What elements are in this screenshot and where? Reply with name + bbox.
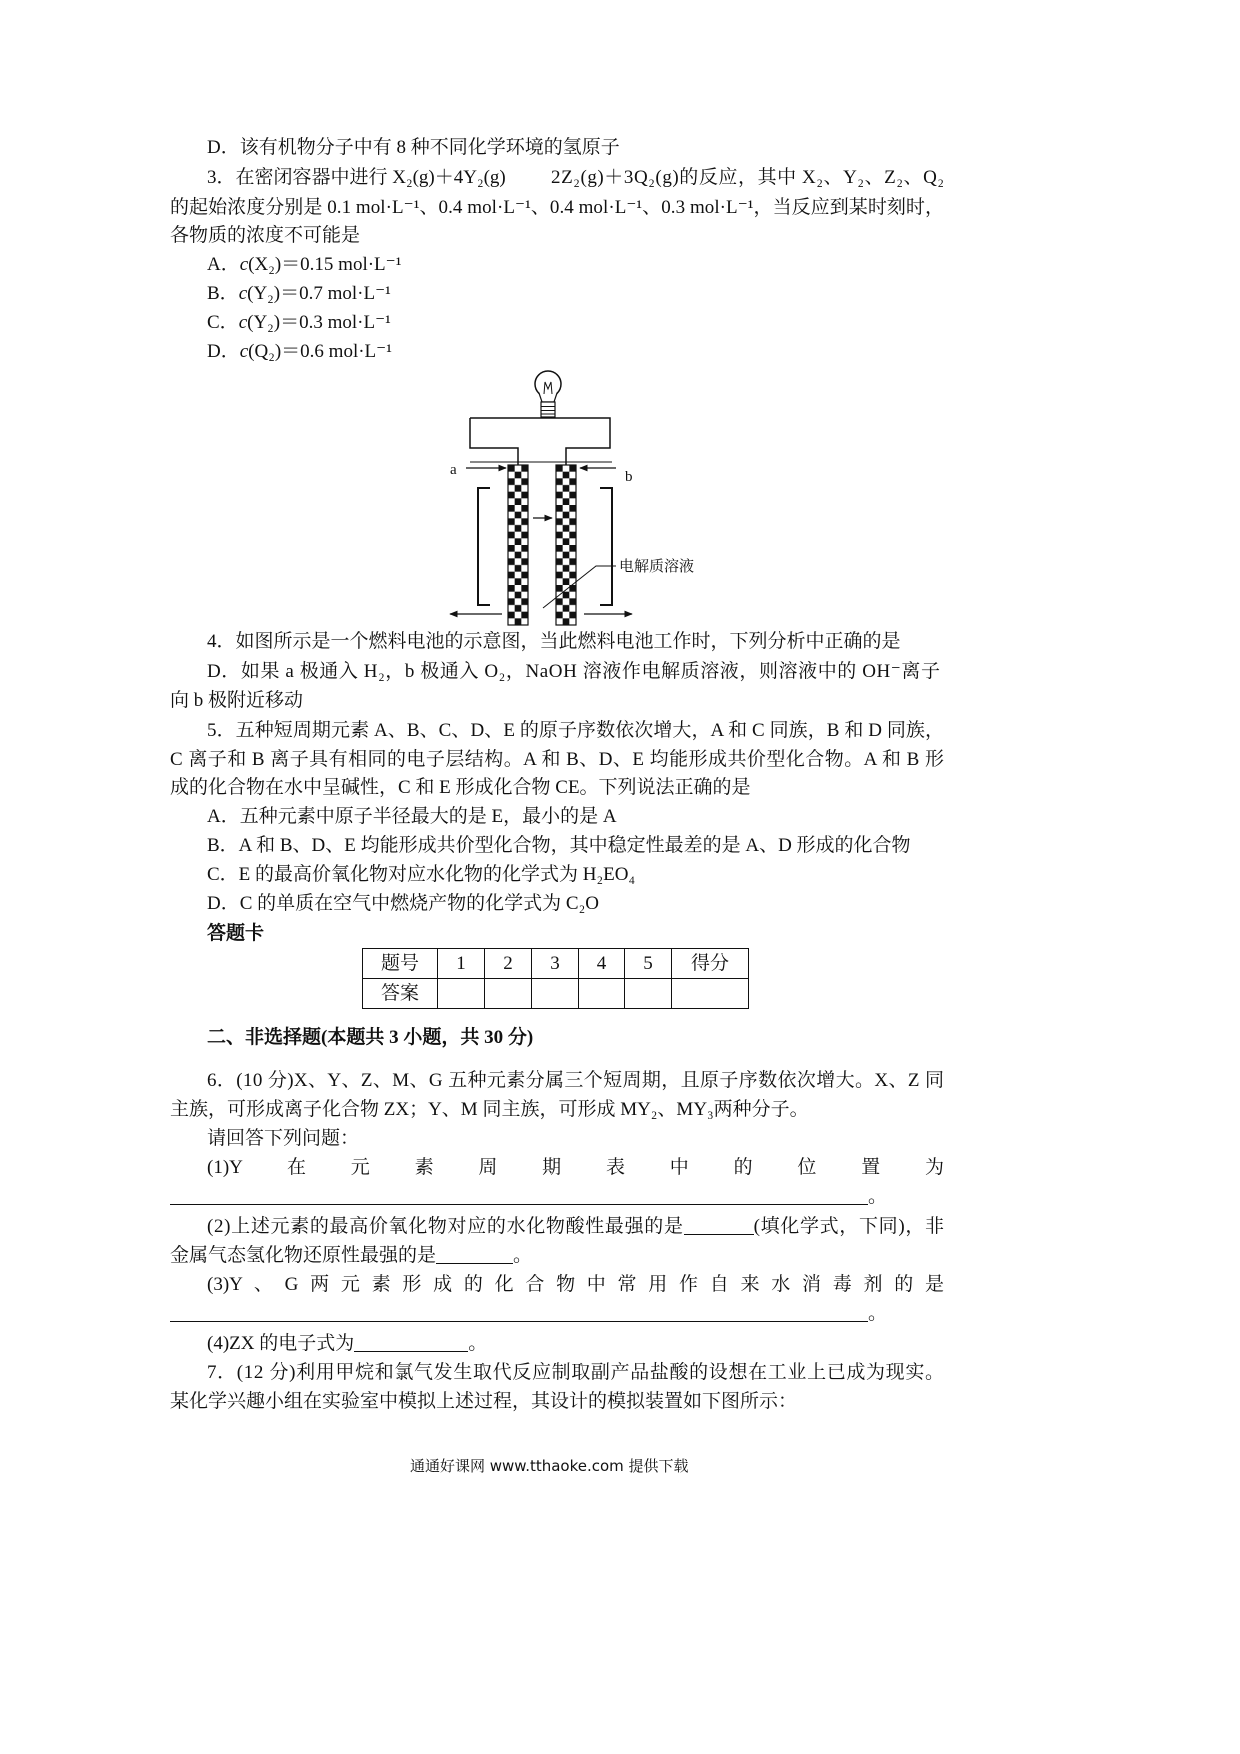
option-label: B． [207, 283, 239, 304]
answer-cell [532, 979, 579, 1009]
sentence-end: 。 [868, 1186, 888, 1207]
option-variable: c [239, 341, 249, 362]
q5-stem-line2: C 离子和 B 离子具有相同的电子层结构。A 和 B、D、E 均能形成共价型化合物。A 和 B 形 [170, 749, 945, 770]
q6-stem-line1: 6．(10 分)X、Y、Z、M、G 五种元素分属三个短周期，且原子序数依次增大。X、Z 同 [207, 1070, 945, 1091]
option-label: C． [207, 312, 239, 333]
fuel-cell-diagram [430, 362, 710, 632]
answer-blank [684, 1217, 754, 1235]
container-wall-left [478, 488, 490, 605]
header-cell: 题号 [363, 949, 438, 979]
q7-stem-line1: 7．(12 分)利用甲烷和氯气发生取代反应制取副产品盐酸的设想在工业上已成为现实。 [207, 1362, 945, 1383]
q3-stem-part2: 2Z₂(g)＋3Q₂(g)的反应，其中 X₂、Y₂、Z₂、Q₂ [551, 167, 945, 188]
answer-cell [438, 979, 485, 1009]
sentence-end: 。 [468, 1333, 488, 1354]
row-label-cell: 答案 [363, 979, 438, 1009]
q6-part1-answer-line [170, 1185, 887, 1209]
answer-cell [579, 979, 625, 1009]
q6-part4-text: (4)ZX 的电子式为 [207, 1333, 355, 1354]
header-cell: 得分 [672, 949, 749, 979]
q3-option-a [207, 253, 401, 277]
q6-part4 [207, 1332, 487, 1356]
label-electrolyte: 电解质溶液 [619, 559, 695, 575]
sentence-end: 。 [513, 1245, 533, 1266]
q6-part1: (1)Y 在 元 素 周 期 表 中 的 位 置 为 [207, 1157, 944, 1178]
option-text: (Y₂)＝0.7 mol·L⁻¹ [247, 283, 391, 304]
q3-stem-part1: 3．在密闭容器中进行 X₂(g)＋4Y₂(g) [207, 167, 506, 188]
q6-part3-answer-line [170, 1302, 887, 1326]
page-footer: 通通好课网 www.tthaoke.com 提供下载 [410, 1457, 689, 1475]
answer-cell [625, 979, 672, 1009]
section-title: 二、非选择题(本题共 3 小题，共 30 分) [207, 1027, 534, 1048]
q6-part2-line1 [207, 1215, 945, 1239]
answer-card-table [362, 948, 749, 1009]
q5-option-b: B．A 和 B、D、E 均能形成共价型化合物，其中稳定性最差的是 A、D 形成的化合物 [207, 835, 911, 856]
q3-option-d [207, 340, 392, 364]
answer-card-title: 答题卡 [207, 923, 265, 944]
q5-stem-line1: 5．五种短周期元素 A、B、C、D、E 的原子序数依次增大，A 和 C 同族，B 和 D 同族， [207, 720, 945, 741]
header-cell: 4 [579, 949, 625, 979]
electrode-b [556, 465, 576, 625]
header-cell: 3 [532, 949, 579, 979]
electrolyte-leader-line [543, 566, 616, 608]
option-variable: c [238, 312, 248, 333]
bulb-neck [539, 393, 557, 402]
option-variable: c [238, 283, 248, 304]
answer-blank [170, 1304, 868, 1322]
option-text: (Q₂)＝0.6 mol·L⁻¹ [248, 341, 392, 362]
answer-cell [485, 979, 532, 1009]
answer-blank [170, 1187, 868, 1205]
table-header-row [363, 949, 749, 979]
q3-option-c [207, 311, 391, 335]
q5-option-d: D．C 的单质在空气中燃烧产物的化学式为 C₂O [207, 893, 599, 914]
q6-part2-text: 金属气态氢化物还原性最强的是 [170, 1245, 437, 1266]
answer-blank [436, 1246, 513, 1264]
container-wall-right [600, 488, 612, 605]
option-label: D． [207, 341, 240, 362]
header-cell: 5 [625, 949, 672, 979]
q3-stem-line2: 的起始浓度分别是 0.1 mol·L⁻¹、0.4 mol·L⁻¹、0.4 mol·L⁻¹、0.3 mol·L⁻¹，当反应到某时刻时， [170, 197, 945, 218]
electrode-a [508, 465, 528, 625]
q6-part3: (3)Y 、 G 两 元 素 形 成 的 化 合 物 中 常 用 作 自 来 水 消 毒 剂 的 是 [207, 1274, 944, 1295]
bulb-socket [541, 402, 555, 417]
q3-option-b [207, 282, 391, 306]
header-cell: 2 [485, 949, 532, 979]
label-a: a [450, 462, 457, 478]
sentence-end: 。 [868, 1303, 888, 1324]
q6-part2-note: (填化学式，下同)，非 [753, 1216, 945, 1237]
q5-option-a: A．五种元素中原子半径最大的是 E，最小的是 A [207, 806, 617, 827]
q7-stem-line2: 某化学兴趣小组在实验室中模拟上述过程，其设计的模拟装置如下图所示： [170, 1391, 798, 1412]
table-row [363, 979, 749, 1009]
header-cell: 1 [438, 949, 485, 979]
q5-stem-line3: 成的化合物在水中呈碱性，C 和 E 形成化合物 CE。下列说法正确的是 [170, 777, 751, 798]
q5-option-c: C．E 的最高价氧化物对应水化物的化学式为 H₂EO₄ [207, 864, 636, 885]
option-label: A． [207, 254, 240, 275]
q2-option-d: D．该有机物分子中有 8 种不同化学环境的氢原子 [207, 137, 620, 158]
circuit-wire [470, 418, 610, 465]
q6-part2-text: (2)上述元素的最高价氧化物对应的水化物酸性最强的是 [207, 1216, 684, 1237]
light-bulb [535, 371, 561, 417]
q6-prompt: 请回答下列问题： [207, 1128, 360, 1149]
option-variable: c [239, 254, 249, 275]
q6-stem-line2: 主族，可形成离子化合物 ZX；Y、M 同主族，可形成 MY₂、MY₃两种分子。 [170, 1099, 809, 1120]
q6-part2-line2 [170, 1244, 532, 1268]
q4-option-d-line1: D．如果 a 极通入 H₂，b 极通入 O₂，NaOH 溶液作电解质溶液，则溶液中的 OH⁻离子 [207, 661, 941, 682]
option-text: (Y₂)＝0.3 mol·L⁻¹ [247, 312, 391, 333]
q4-option-d-line2: 向 b 极附近移动 [170, 690, 304, 711]
option-text: (X₂)＝0.15 mol·L⁻¹ [248, 254, 402, 275]
q3-stem-line3: 各物质的浓度不可能是 [170, 225, 361, 246]
label-b: b [625, 469, 633, 485]
q4-stem: 4．如图所示是一个燃料电池的示意图，当此燃料电池工作时，下列分析中正确的是 [207, 631, 901, 652]
score-cell [672, 979, 749, 1009]
answer-blank [354, 1334, 468, 1352]
